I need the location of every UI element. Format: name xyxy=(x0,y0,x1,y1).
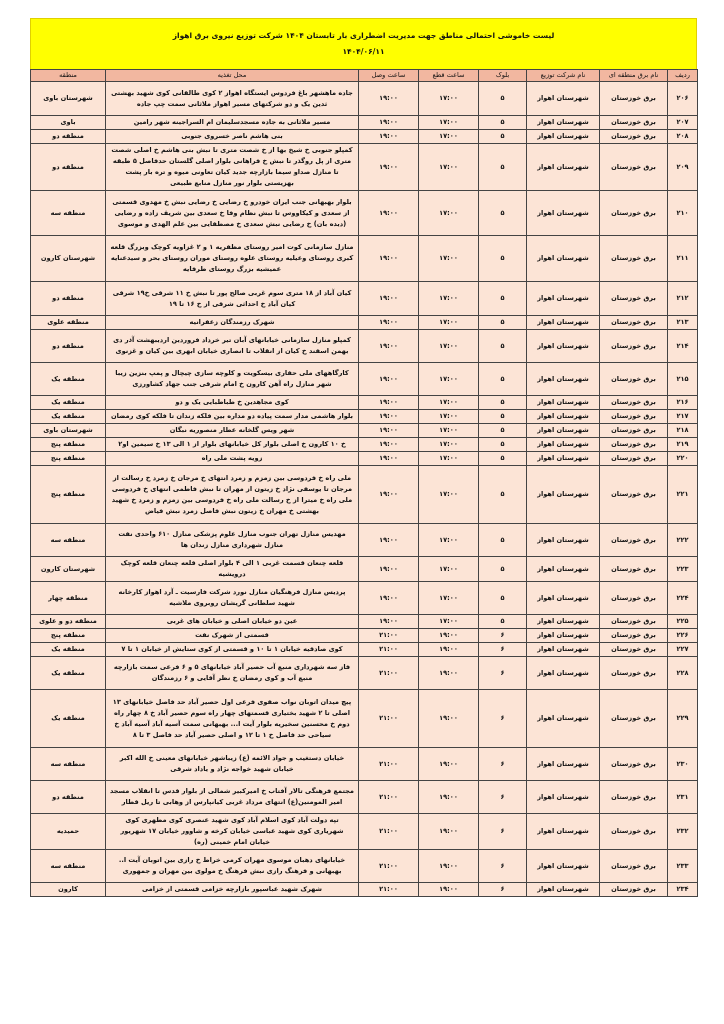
company-cell: شهرستان اهواز xyxy=(527,410,600,424)
area-cell: منطقه علوی xyxy=(31,316,106,330)
regional-cell: برق خوزستان xyxy=(600,330,668,363)
connect-time-cell: ۱۹:۰۰ xyxy=(359,191,419,236)
row-number-cell: ۲۱۹ xyxy=(668,438,698,452)
block-cell: ۵ xyxy=(479,438,527,452)
location-cell: پردیس منازل فرهنگیان منازل نورد شرکت فارسیت ـ آرد اهواز کارخانه شهید سلطانی گریشان روبروی ملاشیه xyxy=(106,582,359,615)
company-cell: شهرستان اهواز xyxy=(527,524,600,557)
connect-time-cell: ۱۹:۰۰ xyxy=(359,582,419,615)
row-number-cell: ۲۲۵ xyxy=(668,615,698,629)
table-row xyxy=(31,657,698,690)
table-row xyxy=(31,396,698,410)
cut-time-cell: ۱۷:۰۰ xyxy=(419,316,479,330)
cut-time-cell: ۱۷:۰۰ xyxy=(419,452,479,466)
area-cell: منطقه دو xyxy=(31,282,106,316)
company-cell: شهرستان اهواز xyxy=(527,396,600,410)
row-number-cell: ۲۱۳ xyxy=(668,316,698,330)
cut-time-cell: ۱۹:۰۰ xyxy=(419,850,479,883)
table-row xyxy=(31,438,698,452)
block-cell: ۶ xyxy=(479,657,527,690)
cut-time-cell: ۱۷:۰۰ xyxy=(419,191,479,236)
table-row xyxy=(31,466,698,524)
block-cell: ۵ xyxy=(479,615,527,629)
row-number-cell: ۲۰۶ xyxy=(668,82,698,116)
cut-time-cell: ۱۷:۰۰ xyxy=(419,330,479,363)
location-cell: خیابانهای دهبان موسوی مهران کرمی خراط خ رازی بین اتوبان آیت ا.. بهبهانی و فرهنگ رازی نبش فرهنگ خ مولوی بین مهران و جمهوری xyxy=(106,850,359,883)
table-row xyxy=(31,883,698,897)
connect-time-cell: ۱۹:۰۰ xyxy=(359,236,419,282)
col-header-connect-time: ساعت وصل xyxy=(359,70,419,82)
location-cell: قسمتی از شهرک نفت xyxy=(106,629,359,643)
block-cell: ۵ xyxy=(479,236,527,282)
regional-cell: برق خوزستان xyxy=(600,814,668,850)
table-row xyxy=(31,781,698,814)
document-sheet xyxy=(30,18,697,897)
table-row xyxy=(31,690,698,748)
regional-cell: برق خوزستان xyxy=(600,657,668,690)
table-row xyxy=(31,363,698,396)
location-cell: زویه پشت ملی راه xyxy=(106,452,359,466)
company-cell: شهرستان اهواز xyxy=(527,557,600,582)
table-row xyxy=(31,282,698,316)
table-row xyxy=(31,582,698,615)
regional-cell: برق خوزستان xyxy=(600,452,668,466)
location-cell: شهرک رزمندگان زعفرانیه xyxy=(106,316,359,330)
company-cell: شهرستان اهواز xyxy=(527,316,600,330)
cut-time-cell: ۱۷:۰۰ xyxy=(419,282,479,316)
cut-time-cell: ۱۷:۰۰ xyxy=(419,116,479,130)
area-cell: شهرستان کارون xyxy=(31,236,106,282)
company-cell: شهرستان اهواز xyxy=(527,363,600,396)
row-number-cell: ۲۱۰ xyxy=(668,191,698,236)
area-cell: منطقه پنج xyxy=(31,452,106,466)
table-row xyxy=(31,557,698,582)
connect-time-cell: ۲۱:۰۰ xyxy=(359,850,419,883)
company-cell: شهرستان اهواز xyxy=(527,781,600,814)
cut-time-cell: ۱۹:۰۰ xyxy=(419,748,479,781)
block-cell: ۵ xyxy=(479,557,527,582)
row-number-cell: ۲۳۲ xyxy=(668,814,698,850)
cut-time-cell: ۱۷:۰۰ xyxy=(419,396,479,410)
block-cell: ۵ xyxy=(479,282,527,316)
area-cell: شهرستان باوی xyxy=(31,424,106,438)
row-number-cell: ۲۲۱ xyxy=(668,466,698,524)
row-number-cell: ۲۱۴ xyxy=(668,330,698,363)
connect-time-cell: ۲۱:۰۰ xyxy=(359,814,419,850)
company-cell: شهرستان اهواز xyxy=(527,330,600,363)
block-cell: ۵ xyxy=(479,144,527,191)
connect-time-cell: ۱۹:۰۰ xyxy=(359,82,419,116)
company-cell: شهرستان اهواز xyxy=(527,82,600,116)
area-cell: منطقه دو xyxy=(31,330,106,363)
regional-cell: برق خوزستان xyxy=(600,282,668,316)
area-cell: منطقه یک xyxy=(31,690,106,748)
table-row xyxy=(31,316,698,330)
block-cell: ۵ xyxy=(479,316,527,330)
regional-cell: برق خوزستان xyxy=(600,883,668,897)
cut-time-cell: ۱۷:۰۰ xyxy=(419,557,479,582)
connect-time-cell: ۱۹:۰۰ xyxy=(359,615,419,629)
block-cell: ۵ xyxy=(479,330,527,363)
block-cell: ۶ xyxy=(479,781,527,814)
row-number-cell: ۲۰۸ xyxy=(668,130,698,144)
table-row xyxy=(31,452,698,466)
company-cell: شهرستان اهواز xyxy=(527,643,600,657)
cut-time-cell: ۱۹:۰۰ xyxy=(419,814,479,850)
connect-time-cell: ۱۹:۰۰ xyxy=(359,144,419,191)
row-number-cell: ۲۱۵ xyxy=(668,363,698,396)
table-body xyxy=(31,82,698,897)
col-header-cut-time: ساعت قطع xyxy=(419,70,479,82)
table-row xyxy=(31,191,698,236)
block-cell: ۵ xyxy=(479,116,527,130)
company-cell: شهرستان اهواز xyxy=(527,236,600,282)
regional-cell: برق خوزستان xyxy=(600,410,668,424)
block-cell: ۵ xyxy=(479,424,527,438)
cut-time-cell: ۱۷:۰۰ xyxy=(419,438,479,452)
block-cell: ۶ xyxy=(479,690,527,748)
location-cell: کارگاههای ملی حفاری بیسکویت و کلوچه سازی چیچال و پمپ بنزین زیبا شهر منازل راه آهن کارون خ امام شرقی جنب جهاد کشاورزی xyxy=(106,363,359,396)
area-cell: منطقه سه xyxy=(31,850,106,883)
area-cell: منطقه دو و علوی xyxy=(31,615,106,629)
row-number-cell: ۲۱۶ xyxy=(668,396,698,410)
cut-time-cell: ۱۷:۰۰ xyxy=(419,82,479,116)
regional-cell: برق خوزستان xyxy=(600,690,668,748)
col-header-block: بلوک xyxy=(479,70,527,82)
location-cell: کوی مجاهدین خ طباطبایی یک و دو xyxy=(106,396,359,410)
company-cell: شهرستان اهواز xyxy=(527,690,600,748)
cut-time-cell: ۱۷:۰۰ xyxy=(419,144,479,191)
cut-time-cell: ۱۹:۰۰ xyxy=(419,657,479,690)
regional-cell: برق خوزستان xyxy=(600,82,668,116)
area-cell: منطقه یک xyxy=(31,657,106,690)
company-cell: شهرستان اهواز xyxy=(527,883,600,897)
table-row xyxy=(31,410,698,424)
connect-time-cell: ۲۱:۰۰ xyxy=(359,629,419,643)
connect-time-cell: ۱۹:۰۰ xyxy=(359,424,419,438)
row-number-cell: ۲۳۴ xyxy=(668,883,698,897)
connect-time-cell: ۲۱:۰۰ xyxy=(359,883,419,897)
area-cell: شهرستان باوی xyxy=(31,82,106,116)
regional-cell: برق خوزستان xyxy=(600,524,668,557)
area-cell: منطقه سه xyxy=(31,748,106,781)
cut-time-cell: ۱۹:۰۰ xyxy=(419,883,479,897)
row-number-cell: ۲۲۸ xyxy=(668,657,698,690)
block-cell: ۵ xyxy=(479,466,527,524)
block-cell: ۶ xyxy=(479,629,527,643)
block-cell: ۵ xyxy=(479,82,527,116)
location-cell: بلوار بهبهانی جنب ایران خودرو خ رضایی خ رضایی نبش خ مهدوی قسمتی از سعدی و کیکاووس تا نبش نظام وفا خ سعدی بین شریف زاده و رضایی (دیده بان) خ رضایی نبش سعدی خ مصطفایی بین علم الهدی و موسوی xyxy=(106,191,359,236)
cut-time-cell: ۱۷:۰۰ xyxy=(419,424,479,438)
table-row xyxy=(31,850,698,883)
col-header-row-number: ردیف xyxy=(668,70,698,82)
connect-time-cell: ۲۱:۰۰ xyxy=(359,781,419,814)
table-row xyxy=(31,236,698,282)
connect-time-cell: ۲۱:۰۰ xyxy=(359,643,419,657)
row-number-cell: ۲۲۲ xyxy=(668,524,698,557)
location-cell: کمپلو جنوبی خ شیخ بها از خ شصت متری تا نبش بنی هاشم خ اصلی شصت متری از پل روگذر تا نبش خ فراهانی بلوار اصلی گلستان حدفاصل ۵ طبقه تا منازل صداو سیما بازارچه جدید کیان تعاونی میوه و تره بار پشت بهزیستی بلوار نور منازل منابع طبیعی xyxy=(106,144,359,191)
block-cell: ۶ xyxy=(479,814,527,850)
cut-time-cell: ۱۷:۰۰ xyxy=(419,615,479,629)
table-row xyxy=(31,629,698,643)
location-cell: بلوار هاشمی مدار سمت پیاده دو مداره بین فلکه زندان تا فلکه کوی رمضان xyxy=(106,410,359,424)
location-cell: کیان آباد از ۱۸ متری سوم غربی صالح پور تا نبش خ ۱۱ شرقی خ۱۹ شرقی کیان آباد خ احداثی شرقی از خ ۱۶ تا ۱۹ xyxy=(106,282,359,316)
col-header-location: محل تغذیه xyxy=(106,70,359,82)
block-cell: ۶ xyxy=(479,850,527,883)
cut-time-cell: ۱۹:۰۰ xyxy=(419,781,479,814)
area-cell: منطقه پنج xyxy=(31,629,106,643)
company-cell: شهرستان اهواز xyxy=(527,582,600,615)
area-cell: منطقه سه xyxy=(31,191,106,236)
regional-cell: برق خوزستان xyxy=(600,363,668,396)
company-cell: شهرستان اهواز xyxy=(527,814,600,850)
cut-time-cell: ۱۷:۰۰ xyxy=(419,363,479,396)
row-number-cell: ۲۳۰ xyxy=(668,748,698,781)
table-row xyxy=(31,615,698,629)
block-cell: ۵ xyxy=(479,396,527,410)
regional-cell: برق خوزستان xyxy=(600,643,668,657)
connect-time-cell: ۱۹:۰۰ xyxy=(359,330,419,363)
block-cell: ۵ xyxy=(479,524,527,557)
connect-time-cell: ۱۹:۰۰ xyxy=(359,316,419,330)
connect-time-cell: ۱۹:۰۰ xyxy=(359,524,419,557)
outage-table xyxy=(30,69,698,897)
location-cell: جاده ماهشهر باغ فردوس ایستگاه اهواز ۲ کوی طالقانی کوی شهید بهشتی ثدین یک و دو شرکتهای مسیر اهواز ملاثانی سمت چپ جاده xyxy=(106,82,359,116)
location-cell: تپه دولت آباد کوی اسلام آباد کوی شهید عنصری کوی مطهری کوی شهریاری کوی شهید عباسی خیابان کرخه و شاوور خیابان ۱۷ شهریور خیابان امام خمینی (ره) xyxy=(106,814,359,850)
row-number-cell: ۲۲۴ xyxy=(668,582,698,615)
location-cell: شهر ویس گلخانه عطار منصوریه نبگان xyxy=(106,424,359,438)
area-cell: منطقه پنج xyxy=(31,438,106,452)
connect-time-cell: ۱۹:۰۰ xyxy=(359,452,419,466)
row-number-cell: ۲۰۷ xyxy=(668,116,698,130)
connect-time-cell: ۱۹:۰۰ xyxy=(359,130,419,144)
row-number-cell: ۲۲۶ xyxy=(668,629,698,643)
area-cell: منطقه یک xyxy=(31,396,106,410)
regional-cell: برق خوزستان xyxy=(600,629,668,643)
cut-time-cell: ۱۹:۰۰ xyxy=(419,690,479,748)
col-header-regional: نام برق منطقه ای xyxy=(600,70,668,82)
company-cell: شهرستان اهواز xyxy=(527,424,600,438)
cut-time-cell: ۱۷:۰۰ xyxy=(419,524,479,557)
location-cell: بنی هاشم ناصر خسروی جنوبی xyxy=(106,130,359,144)
row-number-cell: ۲۰۹ xyxy=(668,144,698,191)
document-title: لیست خاموشی احتمالی مناطق جهت مدیریت اضطراری بار تابستان ۱۴۰۴ شرکت توزیع نیروی برق اهواز xyxy=(172,31,555,40)
connect-time-cell: ۱۹:۰۰ xyxy=(359,557,419,582)
area-cell: شهرستان کارون xyxy=(31,557,106,582)
company-cell: شهرستان اهواز xyxy=(527,850,600,883)
regional-cell: برق خوزستان xyxy=(600,316,668,330)
regional-cell: برق خوزستان xyxy=(600,582,668,615)
connect-time-cell: ۱۹:۰۰ xyxy=(359,116,419,130)
company-cell: شهرستان اهواز xyxy=(527,629,600,643)
table-row xyxy=(31,748,698,781)
regional-cell: برق خوزستان xyxy=(600,438,668,452)
row-number-cell: ۲۱۷ xyxy=(668,410,698,424)
location-cell: خ ۱۰ کارون خ اصلی بلوار کل خیابانهای بلوار از ۱ الی ۱۳ خ سیمین او۲ xyxy=(106,438,359,452)
row-number-cell: ۲۲۳ xyxy=(668,557,698,582)
location-cell: خیابان دستغیب و جواد الائمه (ع) زیباشهر خیابانهای معینی خ الله اکبر خیابان شهید خواجه نژاد و یاداد شرقی xyxy=(106,748,359,781)
block-cell: ۵ xyxy=(479,410,527,424)
connect-time-cell: ۱۹:۰۰ xyxy=(359,410,419,424)
area-cell: منطقه چهار xyxy=(31,582,106,615)
location-cell: مجتمع فرهنگی تالار آفتاب خ امیرکبیر شمالی از بلوار قدس تا انقلاب مسجد امیر المومنین(ع) انتهای مرداد غربی کیانپارس از وهابی تا ریل قطار xyxy=(106,781,359,814)
area-cell: منطقه یک xyxy=(31,363,106,396)
connect-time-cell: ۱۹:۰۰ xyxy=(359,363,419,396)
regional-cell: برق خوزستان xyxy=(600,850,668,883)
connect-time-cell: ۲۱:۰۰ xyxy=(359,748,419,781)
table-row xyxy=(31,424,698,438)
table-row xyxy=(31,116,698,130)
row-number-cell: ۲۱۲ xyxy=(668,282,698,316)
area-cell: منطقه دو xyxy=(31,130,106,144)
regional-cell: برق خوزستان xyxy=(600,130,668,144)
col-header-company: نام شرکت توزیع xyxy=(527,70,600,82)
company-cell: شهرستان اهواز xyxy=(527,452,600,466)
regional-cell: برق خوزستان xyxy=(600,748,668,781)
area-cell: باوی xyxy=(31,116,106,130)
location-cell: پیچ میدان اتوبان نواب صفوی فرعی اول حصیر آباد حد فاصل خیابانهای ۱۳ اصلی تا ۲ شهید بختیاری قسمتهای چهار راه سوم حصیر آباد خ ۸ چهار راه دوم خ محسنین سخیریه بلوار آیت ا... بهبهانی سمت آسیه آباد آسیه آباد خ سیاحی حد فاصل خ ۱ تا ۱۲ و اصلی حصیر آباد حد فاصل ۳ تا ۸ xyxy=(106,690,359,748)
location-cell: مسیر ملاثانی به جاده مسجدسلیمان ام السراجینه شهر رامین xyxy=(106,116,359,130)
col-header-area: منطقه xyxy=(31,70,106,82)
cut-time-cell: ۱۹:۰۰ xyxy=(419,629,479,643)
location-cell: مهدیس منازل تهران جنوب منازل علوم پزشکی منازل ۶۱۰ واحدی نفت منازل شهرداری منازل زندان ها xyxy=(106,524,359,557)
area-cell: منطقه یک xyxy=(31,643,106,657)
row-number-cell: ۲۲۰ xyxy=(668,452,698,466)
location-cell: کوی صادقیه خیابان ۱ تا ۱۰ و قسمتی از کوی ستایش از خیابان ۱ تا ۷ xyxy=(106,643,359,657)
table-row xyxy=(31,524,698,557)
area-cell: منطقه پنج xyxy=(31,466,106,524)
regional-cell: برق خوزستان xyxy=(600,191,668,236)
regional-cell: برق خوزستان xyxy=(600,236,668,282)
table-row xyxy=(31,643,698,657)
regional-cell: برق خوزستان xyxy=(600,557,668,582)
company-cell: شهرستان اهواز xyxy=(527,466,600,524)
company-cell: شهرستان اهواز xyxy=(527,116,600,130)
block-cell: ۵ xyxy=(479,130,527,144)
area-cell: منطقه دو xyxy=(31,781,106,814)
connect-time-cell: ۱۹:۰۰ xyxy=(359,438,419,452)
area-cell: منطقه یک xyxy=(31,410,106,424)
company-cell: شهرستان اهواز xyxy=(527,130,600,144)
block-cell: ۶ xyxy=(479,643,527,657)
company-cell: شهرستان اهواز xyxy=(527,438,600,452)
location-cell: شهرک شهید عباسپور بازارچه خزامی قسمتی از خزامی xyxy=(106,883,359,897)
connect-time-cell: ۲۱:۰۰ xyxy=(359,657,419,690)
regional-cell: برق خوزستان xyxy=(600,116,668,130)
cut-time-cell: ۱۷:۰۰ xyxy=(419,582,479,615)
company-cell: شهرستان اهواز xyxy=(527,144,600,191)
table-row xyxy=(31,144,698,191)
company-cell: شهرستان اهواز xyxy=(527,282,600,316)
block-cell: ۵ xyxy=(479,191,527,236)
row-number-cell: ۲۱۱ xyxy=(668,236,698,282)
connect-time-cell: ۲۱:۰۰ xyxy=(359,690,419,748)
connect-time-cell: ۱۹:۰۰ xyxy=(359,282,419,316)
company-cell: شهرستان اهواز xyxy=(527,191,600,236)
row-number-cell: ۲۳۳ xyxy=(668,850,698,883)
regional-cell: برق خوزستان xyxy=(600,424,668,438)
cut-time-cell: ۱۷:۰۰ xyxy=(419,130,479,144)
row-number-cell: ۲۲۹ xyxy=(668,690,698,748)
regional-cell: برق خوزستان xyxy=(600,396,668,410)
document-date: ۱۴۰۴/۰۶/۱۱ xyxy=(342,47,385,56)
table-row xyxy=(31,330,698,363)
row-number-cell: ۲۲۷ xyxy=(668,643,698,657)
block-cell: ۵ xyxy=(479,452,527,466)
block-cell: ۵ xyxy=(479,582,527,615)
block-cell: ۶ xyxy=(479,883,527,897)
cut-time-cell: ۱۹:۰۰ xyxy=(419,643,479,657)
table-row xyxy=(31,814,698,850)
table-row xyxy=(31,82,698,116)
table-header-row xyxy=(31,70,698,82)
company-cell: شهرستان اهواز xyxy=(527,657,600,690)
table-row xyxy=(31,130,698,144)
regional-cell: برق خوزستان xyxy=(600,781,668,814)
regional-cell: برق خوزستان xyxy=(600,466,668,524)
block-cell: ۶ xyxy=(479,748,527,781)
area-cell: منطقه دو xyxy=(31,144,106,191)
cut-time-cell: ۱۷:۰۰ xyxy=(419,466,479,524)
cut-time-cell: ۱۷:۰۰ xyxy=(419,236,479,282)
location-cell: قلعه چنعان قسمت غربی ۱ الی ۴ بلوار اصلی قلعه چنعان قلعه کوچک درویشیه xyxy=(106,557,359,582)
area-cell: کارون xyxy=(31,883,106,897)
regional-cell: برق خوزستان xyxy=(600,615,668,629)
location-cell: عین دو خیابان اصلی و خیابان های غربی xyxy=(106,615,359,629)
connect-time-cell: ۱۹:۰۰ xyxy=(359,466,419,524)
company-cell: شهرستان اهواز xyxy=(527,748,600,781)
regional-cell: برق خوزستان xyxy=(600,144,668,191)
title-banner xyxy=(30,18,697,69)
company-cell: شهرستان اهواز xyxy=(527,615,600,629)
cut-time-cell: ۱۷:۰۰ xyxy=(419,410,479,424)
row-number-cell: ۲۳۱ xyxy=(668,781,698,814)
connect-time-cell: ۱۹:۰۰ xyxy=(359,396,419,410)
block-cell: ۵ xyxy=(479,363,527,396)
location-cell: ملی راه خ فردوسی بین زمزم و زمرد انتهای خ مرجان خ زمرد خ رسالت از مرجان تا یوسفی نژاد خ زیتون از مهران تا نبش فاطمی انتهای خ فردوسی ملی راه خ میترا از خ رسالت ملی راه خ فردوسی بین زمزم و زمرد خ شهید بهشتی خ مهران خ زیتون نبش فاصل زمرد نبش فیاض xyxy=(106,466,359,524)
location-cell: فاز سه شهرداری منبع آب حصیر آباد خیابانهای ۵ و ۶ فرعی سمت بازارچه منبع آب و کوی رمضان خ نظر آقایی و ۶ رزمندگان xyxy=(106,657,359,690)
location-cell: کمپلو منازل سازمانی خیابانهای آبان تیر خرداد فروردین اردیبهشت آذر دی بهمن اسفند خ کیان از انقلاب تا انصاری خیابان ابهری بین کیان و غزنوی xyxy=(106,330,359,363)
location-cell: منازل سازمانی کوت امیر روستای مظفریه ۱ و ۲ غزاویه کوچک وبزرگ قلعه کبری روستای وعیلیه روستای علوه روستای موران روستای بحر و سیدعنایه عمیشیه بزرگ روستای طرفایه xyxy=(106,236,359,282)
area-cell: حمیدیه xyxy=(31,814,106,850)
row-number-cell: ۲۱۸ xyxy=(668,424,698,438)
area-cell: منطقه سه xyxy=(31,524,106,557)
